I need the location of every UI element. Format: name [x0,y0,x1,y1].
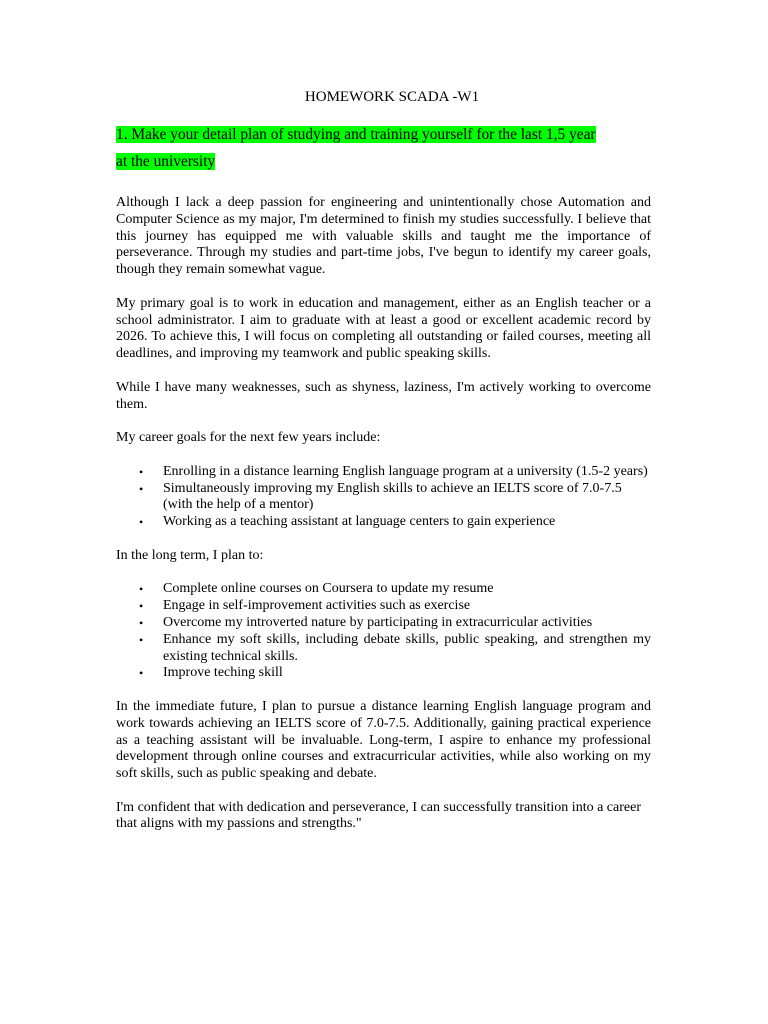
list-item-text: Overcome my introverted nature by participating in extracurricular activities [163,614,593,630]
bullet-icon: • [139,666,144,681]
paragraph-long-term-intro: In the long term, I plan to: [116,547,264,563]
list-item [139,480,651,515]
list-item [139,631,651,666]
question-heading [116,121,651,175]
bullet-icon: • [139,632,144,647]
document-body [116,195,651,850]
paragraph-career-goals-intro: My career goals for the next few years include: [116,430,381,446]
paragraph-conclusion: I'm confident that with dedication and perseverance, I can successfully transition into a career that aligns with my passions and strengths." [116,799,641,832]
paragraph-intro: Although I lack a deep passion for engineering and unintentionally chose Automation and Computer Science as my major, I'm determined to finish my studies successfully. I believe that this journey has equipped me with valuable skills and taught me the importance of perseverance. Through my studies and part-time jobs, I've begun to identify my career goals, though they remain somewhat vague. [116,195,651,278]
list-item-text: Complete online courses on Coursera to update my resume [163,581,494,597]
bullet-icon: • [139,599,144,614]
list-item [139,614,651,632]
list-item-text: Engage in self-improvement activities such as exercise [163,598,471,614]
question-line-1: 1. Make your detail plan of studying and training yourself for the last 1,5 year [116,126,596,143]
list-item [139,514,651,531]
long-term-plans-list [116,581,651,682]
list-item-text: Improve teching skill [163,665,283,681]
bullet-icon: • [139,615,144,630]
career-goals-list [116,464,651,531]
list-item-text: Working as a teaching assistant at language centers to gain experience [163,514,556,530]
list-item-text: Enrolling in a distance learning English language program at a university (1.5-2 years) [163,463,648,479]
paragraph-primary-goal: My primary goal is to work in education and management, either as an English teacher or a school administrator. I aim to graduate with at least a good or excellent academic record by 2026. To achieve this, I will focus on completing all outstanding or failed courses, meeting all deadlines, and improving my teamwork and public speaking skills. [116,295,651,362]
bullet-icon: • [139,582,144,597]
list-item [139,598,651,615]
bullet-icon: • [139,464,144,479]
list-item [139,463,651,481]
list-item [139,581,651,598]
bullet-icon: • [139,515,144,530]
list-item [139,665,651,682]
question-line-2: at the university [116,153,216,170]
document-title: HOMEWORK SCADA -W1 [304,89,480,105]
list-item-text: Enhance my soft skills, including debate skills, public speaking, and strengthen my existing technical skills. [163,631,651,664]
list-item-text: Simultaneously improving my English skills to achieve an IELTS score of 7.0-7.5 (with the help of a mentor) [163,480,622,513]
paragraph-summary: In the immediate future, I plan to pursue a distance learning English language program and work towards achieving an IELTS score of 7.0-7.5. Additionally, gaining practical experience as a teaching assistant will be invaluable. Long-term, I aspire to enhance my professional development through online courses and extracurricular activities, while also working on my soft skills, such as public speaking and debate. [116,698,651,782]
bullet-icon: • [139,481,144,496]
paragraph-weaknesses: While I have many weaknesses, such as shyness, laziness, I'm actively working to overcome them. [116,379,651,412]
